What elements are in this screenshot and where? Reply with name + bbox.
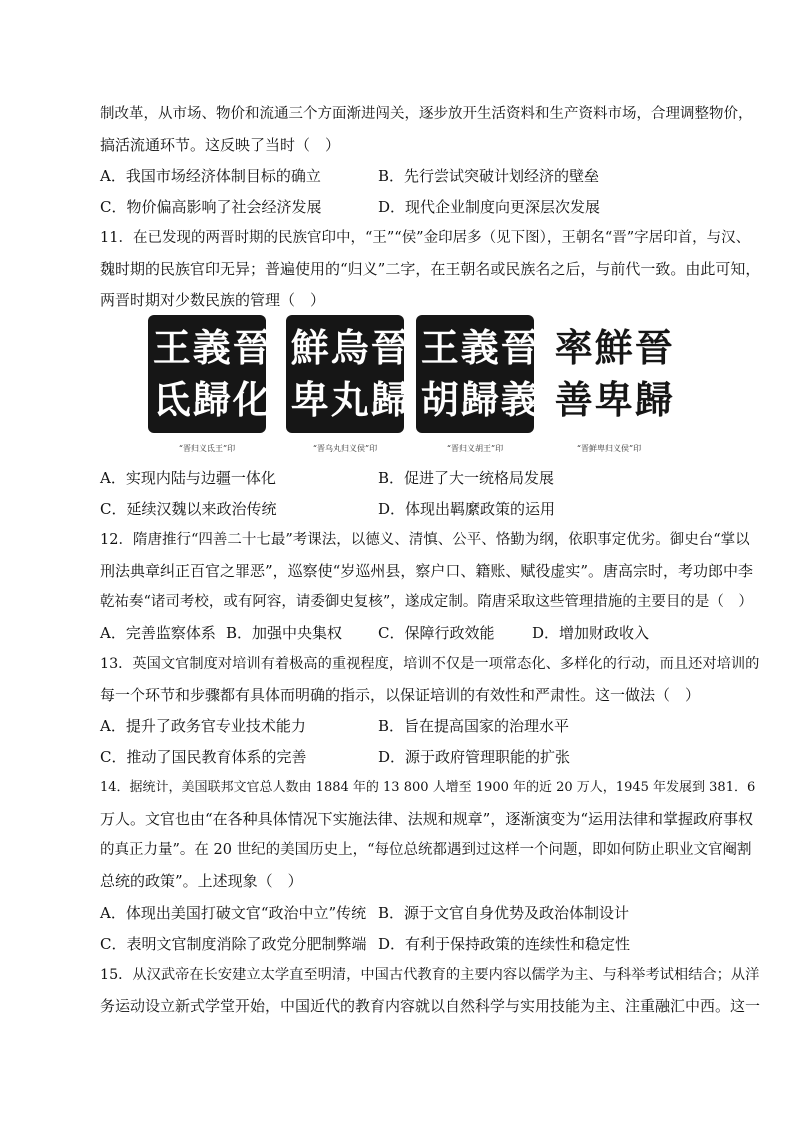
q10-option-c[interactable]: C．物价偏高影响了社会经济发展 bbox=[100, 198, 322, 216]
q11-option-a[interactable]: A．实现内陆与边疆一体化 bbox=[100, 469, 276, 487]
seal-4 bbox=[550, 315, 673, 453]
seal-3-image: 王 義 晉 胡 歸 義 bbox=[416, 315, 534, 433]
q12-option-a[interactable]: A．完善监察体系 bbox=[100, 624, 216, 642]
q12-option-c[interactable]: C．保障行政效能 bbox=[378, 624, 495, 642]
seal-4-caption: “晋鲜卑归义侯”印 bbox=[576, 444, 642, 453]
q11-stem-line-2: 魏时期的民族官印无异；普遍使用的“归义”二字，在王朝名或民族名之后，与前代一致。由此可知， bbox=[100, 260, 761, 278]
q10-option-d[interactable]: D．现代企业制度向更深层次发展 bbox=[378, 198, 601, 216]
seal-3 bbox=[416, 315, 539, 453]
q12-stem-line-2: 刑法典章纠正百官之罪恶”，巡察使“岁巡州县，察户口、籍账、赋役虚实”。唐高宗时，考功郎中李 bbox=[100, 562, 754, 580]
q13-stem-line-1: 13．英国文官制度对培训有着极高的重视程度，培训不仅是一项常态化、多样化的行动，而且还对培训的 bbox=[100, 656, 760, 672]
seal-1 bbox=[148, 315, 271, 453]
q12-stem-line-1: 12．隋唐推行“四善二十七最”考课法，以德义、清慎、公平、恪勤为纲，依职事定优劣。御史台“掌以 bbox=[100, 532, 750, 548]
q13-option-a[interactable]: A．提升了政务官专业技术能力 bbox=[100, 717, 306, 735]
q14-stem-line-4: 总统的政策”。上述现象（ ） bbox=[100, 872, 303, 890]
q11-option-d[interactable]: D．体现出羁縻政策的运用 bbox=[378, 500, 556, 518]
seal-2-image: 鮮 烏 晉 卑 丸 歸 bbox=[286, 315, 404, 433]
q13-stem-line-2: 每一个环节和步骤都有具体而明确的指示，以保证培训的有效性和严肃性。这一做法（ ） bbox=[100, 686, 701, 704]
q15-stem-line-1: 15．从汉武帝在长安建立太学直至明清，中国古代教育的主要内容以儒学为主、与科举考试相结合；从洋 bbox=[100, 967, 760, 983]
q10-option-a[interactable]: A．我国市场经济体制目标的确立 bbox=[100, 167, 321, 185]
q10-stem-line-2: 搞活流通环节。这反映了当时（ ） bbox=[100, 136, 341, 154]
seal-images bbox=[148, 315, 673, 460]
q14-option-b[interactable]: B．源于文官自身优势及政治体制设计 bbox=[378, 904, 630, 922]
seal-4-image: 率 鮮 晉 善 卑 歸 bbox=[550, 315, 668, 433]
q10-stem-line-1: 制改革，从市场、物价和流通三个方面渐进闯关，逐步放开生活资料和生产资料市场，合理调整物价， bbox=[100, 106, 753, 122]
q12-option-b[interactable]: B．加强中央集权 bbox=[226, 624, 343, 642]
q11-stem-line-1: 11．在已发现的两晋时期的民族官印中，“王”“侯”金印居多（见下图），王朝名“晋”字居印首，与汉、 bbox=[100, 230, 751, 246]
q14-stem-line-3: 的真正力量”。在 20 世纪的美国历史上，“每位总统都遇到过这样一个问题，即如何防止职业文官阉割 bbox=[100, 842, 752, 858]
q13-option-b[interactable]: B．旨在提高国家的治理水平 bbox=[378, 717, 570, 735]
q10-option-b[interactable]: B．先行尝试突破计划经济的壁垒 bbox=[378, 167, 600, 185]
q15-stem-line-2: 务运动设立新式学堂开始，中国近代的教育内容就以自然科学与实用技能为主、注重融汇中西。这一 bbox=[100, 997, 761, 1015]
q11-option-c[interactable]: C．延续汉魏以来政治传统 bbox=[100, 500, 277, 518]
q14-stem-line-1: 14．据统计，美国联邦文官总人数由 1884 年的 13 800 人增至 1900 年的近 20 万人，1945 年发展到 381．6 bbox=[100, 780, 756, 795]
seal-3-caption: “晋归义胡王”印 bbox=[446, 444, 504, 453]
seal-2 bbox=[286, 315, 409, 453]
q14-option-a[interactable]: A．体现出美国打破文官“政治中立”传统 bbox=[100, 904, 367, 922]
q11-stem-line-3: 两晋时期对少数民族的管理（ ） bbox=[100, 291, 326, 309]
seal-2-caption: “晋乌丸归义侯”印 bbox=[312, 444, 378, 453]
q12-option-d[interactable]: D．增加财政收入 bbox=[532, 624, 650, 642]
q14-option-d[interactable]: D．有利于保持政策的连续性和稳定性 bbox=[378, 935, 631, 953]
q12-stem-line-3: 乾祐奏“诸司考校，或有阿容，请委御史复核”，遂成定制。隋唐采取这些管理措施的主要目的是（ ） bbox=[100, 594, 753, 610]
q11-option-b[interactable]: B．促进了大一统格局发展 bbox=[378, 469, 555, 487]
seal-1-caption: “晋归义氐王”印 bbox=[178, 444, 236, 453]
q14-option-c[interactable]: C．表明文官制度消除了政党分肥制弊端 bbox=[100, 935, 367, 953]
seal-1-image: 王 義 晉 氐 歸 化 bbox=[148, 315, 266, 433]
q13-option-c[interactable]: C．推动了国民教育体系的完善 bbox=[100, 748, 307, 766]
q14-stem-line-2: 万人。文官也由“在各种具体情况下实施法律、法规和规章”，逐渐演变为“运用法律和掌握政府事权 bbox=[100, 810, 754, 828]
q13-option-d[interactable]: D．源于政府管理职能的扩张 bbox=[378, 748, 571, 766]
